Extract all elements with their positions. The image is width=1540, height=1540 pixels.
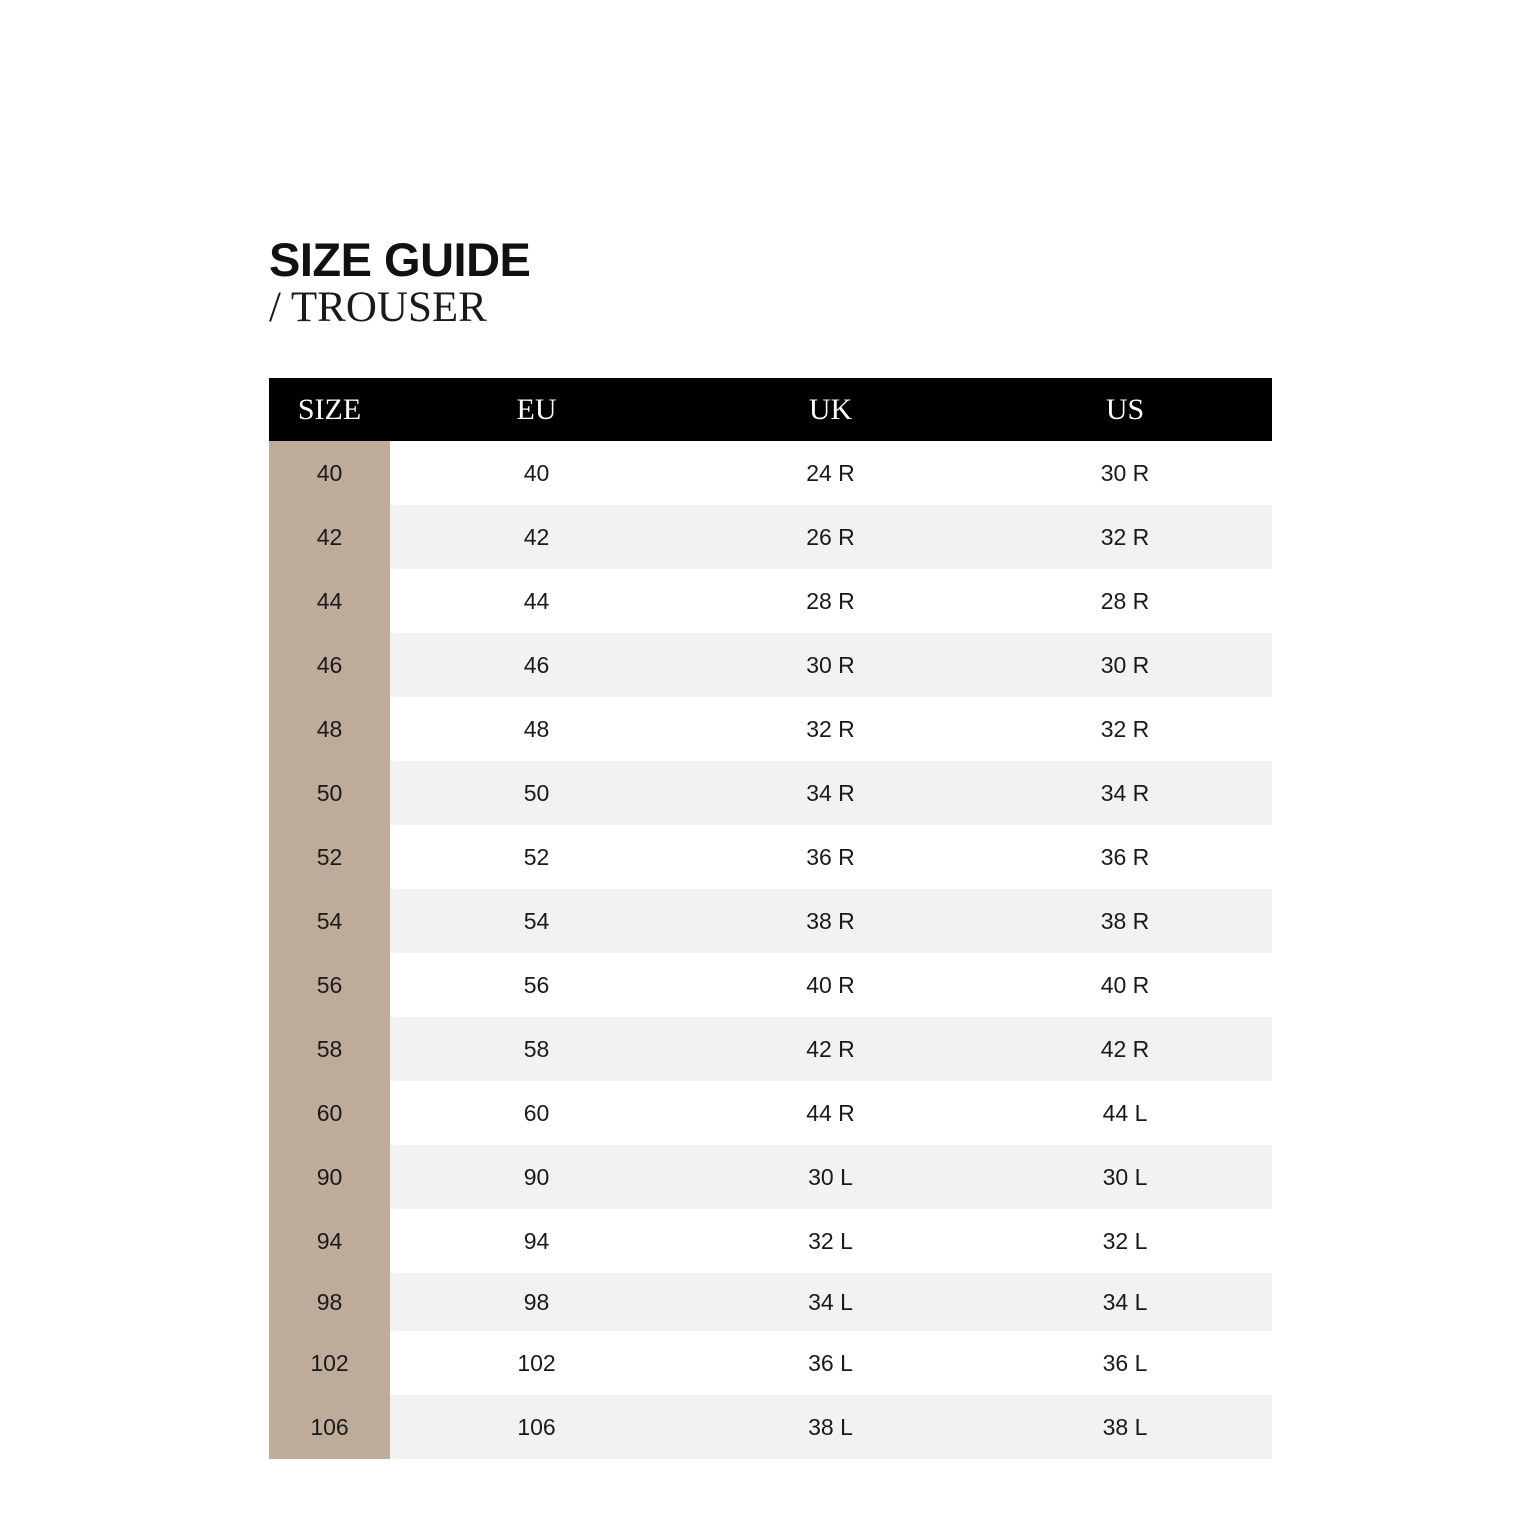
cell-size: 42: [269, 505, 390, 569]
cell-eu: 98: [523, 1288, 550, 1315]
cell-size: 44: [269, 569, 390, 633]
cell-eu: 102: [517, 1349, 556, 1376]
cell-eu: 52: [523, 843, 550, 870]
cell-uk: 26 R: [806, 523, 855, 550]
cell-us: 42 R: [1100, 1035, 1150, 1062]
row-values: [390, 1395, 1272, 1459]
table-row: [269, 1145, 1272, 1209]
cell-eu: 44: [523, 587, 550, 614]
table-row: [269, 1331, 1272, 1395]
cell-size: 90: [269, 1145, 390, 1209]
table-row: [269, 889, 1272, 953]
page-title: SIZE GUIDE: [269, 233, 531, 286]
cell-eu: 40: [523, 459, 550, 486]
cell-size: 56: [269, 953, 390, 1017]
cell-eu: 56: [523, 971, 550, 998]
cell-eu: 106: [517, 1413, 556, 1440]
cell-size: 98: [269, 1273, 390, 1331]
cell-us: 36 L: [1102, 1349, 1148, 1376]
size-guide-table: [269, 378, 1272, 1459]
cell-uk: 34 L: [808, 1288, 853, 1315]
cell-us: 32 R: [1100, 523, 1150, 550]
cell-uk: 28 R: [806, 587, 855, 614]
table-row: [269, 1017, 1272, 1081]
cell-us: 32 L: [1102, 1227, 1148, 1254]
cell-uk: 38 L: [808, 1413, 853, 1440]
cell-us: 30 R: [1100, 459, 1150, 486]
row-values: [390, 697, 1272, 761]
cell-us: 34 R: [1100, 779, 1150, 806]
cell-size: 94: [269, 1209, 390, 1273]
table-row: [269, 697, 1272, 761]
table-header-row: [269, 378, 1272, 441]
cell-size: 46: [269, 633, 390, 697]
cell-us: 44 L: [1102, 1099, 1148, 1126]
cell-uk: 32 R: [806, 715, 855, 742]
table-row: [269, 1273, 1272, 1331]
cell-size: 48: [269, 697, 390, 761]
cell-size: 54: [269, 889, 390, 953]
cell-uk: 36 R: [806, 843, 855, 870]
cell-uk: 38 R: [806, 907, 855, 934]
cell-uk: 40 R: [806, 971, 855, 998]
cell-size: 50: [269, 761, 390, 825]
cell-size: 58: [269, 1017, 390, 1081]
cell-uk: 24 R: [806, 459, 855, 486]
cell-uk: 32 L: [808, 1227, 853, 1254]
cell-us: 30 R: [1100, 651, 1150, 678]
cell-eu: 94: [523, 1227, 550, 1254]
cell-eu: 46: [523, 651, 550, 678]
cell-uk: 42 R: [806, 1035, 855, 1062]
row-values: [390, 1209, 1272, 1273]
cell-us: 38 R: [1100, 907, 1150, 934]
cell-uk: 44 R: [806, 1099, 855, 1126]
cell-uk: 30 L: [808, 1163, 853, 1190]
row-values: [390, 569, 1272, 633]
table-row: [269, 633, 1272, 697]
cell-size: 102: [269, 1331, 390, 1395]
cell-eu: 90: [523, 1163, 550, 1190]
cell-eu: 58: [523, 1035, 550, 1062]
row-values: [390, 1081, 1272, 1145]
cell-uk: 34 R: [806, 779, 855, 806]
page-subtitle: / TROUSER: [269, 284, 487, 331]
cell-us: 30 L: [1102, 1163, 1148, 1190]
cell-size: 52: [269, 825, 390, 889]
header-eu: EU: [516, 392, 557, 426]
cell-size: 60: [269, 1081, 390, 1145]
header-uk: UK: [808, 392, 853, 426]
row-values: [390, 633, 1272, 697]
row-values: [390, 1273, 1272, 1331]
cell-eu: 60: [523, 1099, 550, 1126]
table-row: [269, 953, 1272, 1017]
row-values: [390, 441, 1272, 505]
cell-us: 34 L: [1102, 1288, 1148, 1315]
table-row: [269, 1395, 1272, 1459]
row-values: [390, 761, 1272, 825]
cell-us: 40 R: [1100, 971, 1150, 998]
cell-us: 36 R: [1100, 843, 1150, 870]
table-row: [269, 761, 1272, 825]
table-row: [269, 825, 1272, 889]
table-row: [269, 441, 1272, 505]
row-values: [390, 889, 1272, 953]
table-body: [269, 441, 1272, 1459]
cell-eu: 48: [523, 715, 550, 742]
row-values: [390, 825, 1272, 889]
cell-eu: 50: [523, 779, 550, 806]
cell-us: 28 R: [1100, 587, 1150, 614]
cell-eu: 54: [523, 907, 550, 934]
cell-size: 40: [269, 441, 390, 505]
cell-us: 32 R: [1100, 715, 1150, 742]
cell-eu: 42: [523, 523, 550, 550]
row-values: [390, 1017, 1272, 1081]
cell-uk: 36 L: [808, 1349, 853, 1376]
row-values: [390, 1331, 1272, 1395]
table-row: [269, 569, 1272, 633]
cell-size: 106: [269, 1395, 390, 1459]
table-row: [269, 1081, 1272, 1145]
row-values: [390, 1145, 1272, 1209]
cell-us: 38 L: [1102, 1413, 1148, 1440]
header-size: SIZE: [297, 392, 362, 426]
row-values: [390, 953, 1272, 1017]
table-row: [269, 1209, 1272, 1273]
header-us: US: [1105, 392, 1145, 426]
table-row: [269, 505, 1272, 569]
row-values: [390, 505, 1272, 569]
cell-uk: 30 R: [806, 651, 855, 678]
